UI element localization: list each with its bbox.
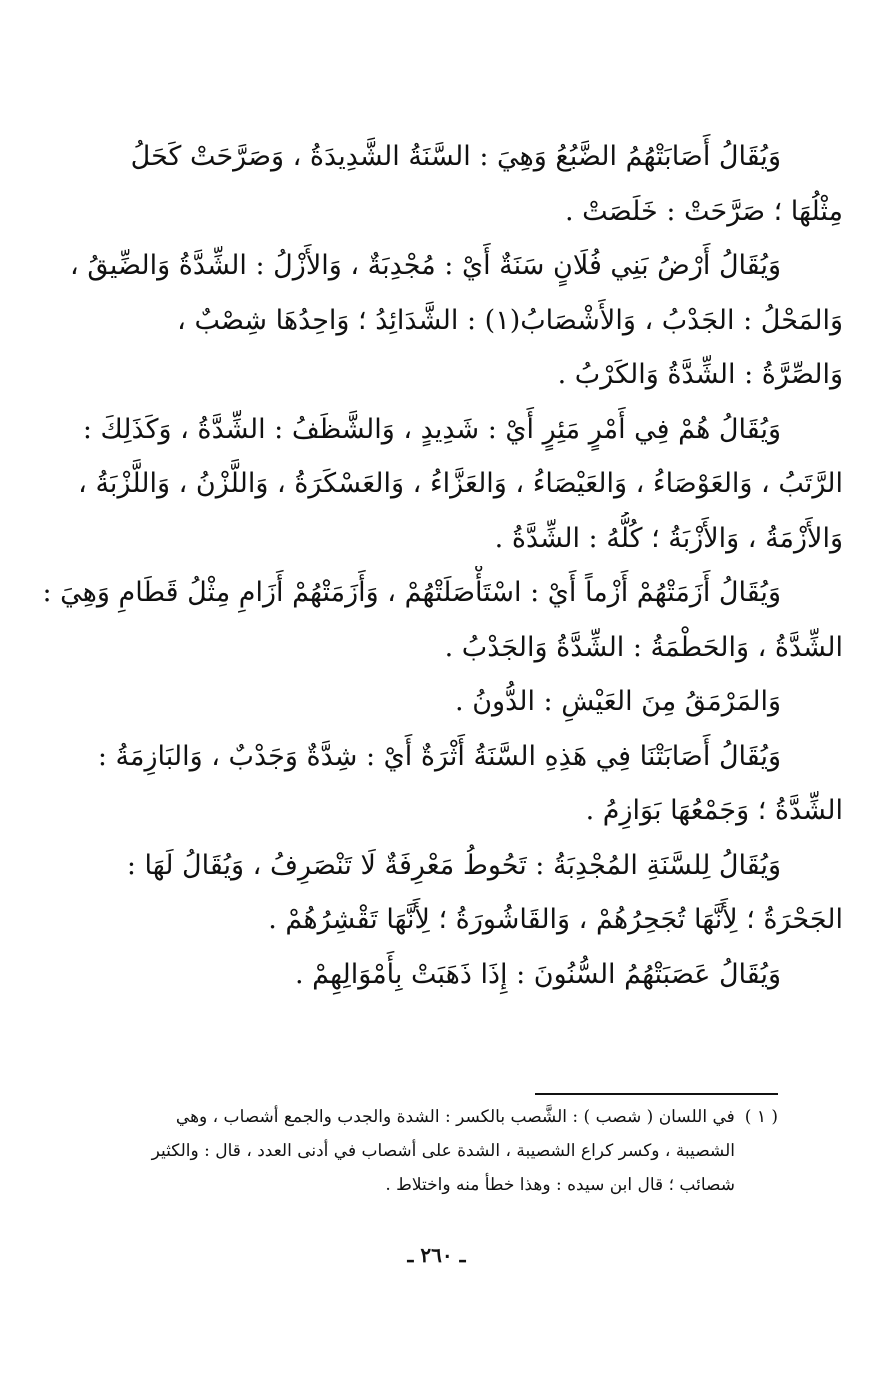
- page-number: ـ ٢٦٠ ـ: [407, 1243, 466, 1267]
- text-line: الجَحْرَةُ ؛ لِأَنَّهَا تُجَحِرُهُمْ ، وَالقَاشُورَةُ ؛ لِأَنَّهَا تَقْشِرُهُمْ .: [268, 904, 843, 935]
- text-line: الرَّتَبُ ، وَالعَوْصَاءُ ، وَالعَيْصَاءُ ، وَالعَزَّاءُ ، وَالعَسْكَرَةُ ، وَاللَّزْنُ ، وَاللَّزْبَةُ ،: [78, 468, 843, 499]
- footnote-line: شصائب ؛ قال ابن سيده : وهذا خطأ منه واختلاط .: [385, 1175, 735, 1195]
- text-line: وَيُقَالُ أَصَابَتْنَا فِي هَذِهِ السَّنَةُ أَثْرَةٌ أَيْ : شِدَّةٌ وَجَدْبٌ ، وَالبَازِمَةُ :: [97, 740, 781, 772]
- footnote-marker: ( ١ ): [744, 1107, 778, 1127]
- text-line: وَالمَحْلُ : الجَدْبُ ، وَالأَشْصَابُ(١) : الشَّدَائِدُ ؛ وَاحِدُهَا شِصْبٌ ،: [177, 304, 843, 336]
- text-line: وَيُقَالُ أَرْضُ بَنِي فُلَانٍ سَنَةٌ أَيْ : مُجْدِبَةٌ ، وَالأَزْلُ : الشِّدَّةُ وَالضِّيقُ ،: [70, 250, 781, 281]
- text-line: وَيُقَالُ أَزَمَتْهُمْ أَزْماً أَيْ : اسْتَأْصَلَتْهُمْ ، وَأَزَمَتْهُمْ أَزَامِ مِثْلُ قَطَامِ وَهِيَ :: [42, 577, 781, 608]
- footnote-separator: [535, 1093, 778, 1095]
- footnote-text: في اللسان ( شصب ) : الشَّصب بالكسر : الشدة والجدب والجمع أشصاب ، وهي: [175, 1107, 735, 1127]
- footnote-line: [40, 1100, 778, 1134]
- text-line: وَيُقَالُ هُمْ فِي أَمْرٍ مَئِرٍ أَيْ : شَدِيدٍ ، وَالشَّظَفُ : الشِّدَّةُ ، وَكَذَلِكَ :: [82, 413, 781, 445]
- text-line: وَالأَزْمَةُ ، وَالأَزْبَةُ ؛ كُلُّهُ : الشِّدَّةُ .: [494, 522, 843, 554]
- text-line: الشِّدَّةُ ، وَالحَطْمَةُ : الشِّدَّةُ وَالجَدْبُ .: [444, 631, 843, 663]
- main-text-block: [25, 130, 843, 1002]
- footnote-block: [40, 1100, 778, 1202]
- text-line: مِثْلُهَا ؛ صَرَّحَتْ : خَلَصَتْ .: [565, 195, 843, 227]
- text-line: وَيُقَالُ أَصَابَتْهُمُ الضَّبُعُ وَهِيَ : السَّنَةُ الشَّدِيدَةُ ، وَصَرَّحَتْ كَحَلُ: [130, 141, 781, 172]
- text-line: وَالصِّرَّةُ : الشِّدَّةُ وَالكَرْبُ .: [557, 359, 843, 390]
- text-line: وَيُقَالُ لِلسَّنَةِ المُجْدِبَةُ : تَحُوطُ مَعْرِفَةٌ لَا تَنْصَرِفُ ، وَيُقَالُ لَهَا :: [126, 849, 781, 881]
- footnote-line: الشصيبة ، وكسر كراع الشصيبة ، الشدة على أشصاب في أدنى العدد ، قال : والكثير: [151, 1141, 735, 1161]
- text-line: الشِّدَّةُ ؛ وَجَمْعُهَا بَوَازِمُ .: [585, 795, 843, 826]
- text-line: وَيُقَالُ عَصَبَتْهُمُ السُّنُونَ : إِذَا ذَهَبَتْ بِأَمْوَالِهِمْ .: [294, 958, 781, 990]
- text-line: وَالمَرْمَقُ مِنَ العَيْشِ : الدُّونُ .: [455, 686, 781, 717]
